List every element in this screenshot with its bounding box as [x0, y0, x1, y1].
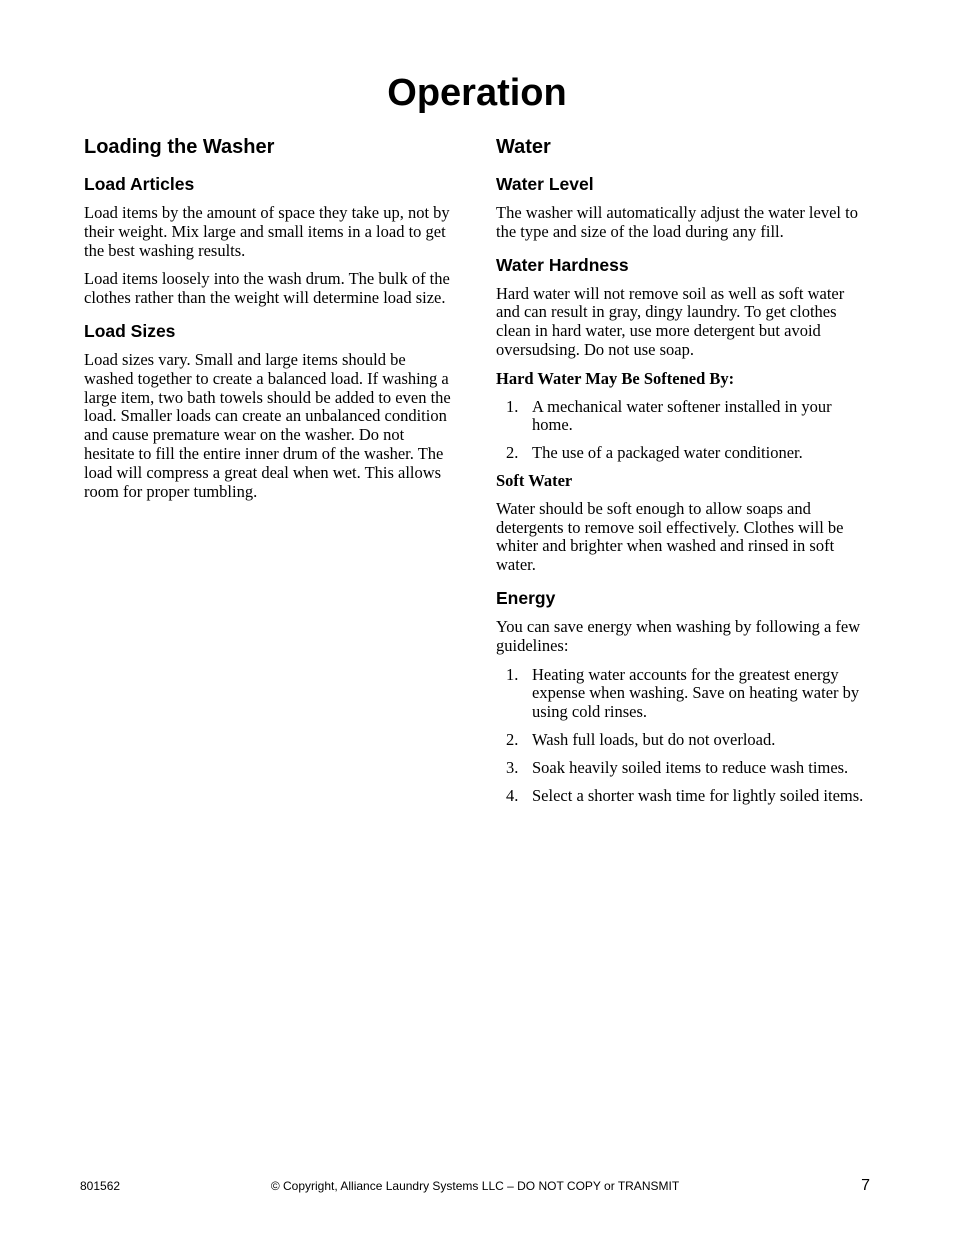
subheading-load-articles: Load Articles	[84, 174, 195, 194]
section-heading-loading: Loading the Washer	[84, 136, 275, 158]
list-text: Select a shorter wash time for lightly soiled items.	[532, 785, 864, 805]
run-in-heading-softened: Hard Water May Be Softened By:	[496, 368, 735, 388]
paragraph-load-sizes: Load sizes vary. Small and large items should be washed together to create a balanced load. If washing a large item, two bath towels should be added to even the load. Smaller loads can create an unbalanced condition and cause premature wear on the washer. Do not hesitate to fill the entire inner drum of the washer. The load will compress a great deal when wet. This allows room for proper tumbling.	[84, 349, 451, 501]
list-text: A mechanical water softener installed in your home.	[532, 396, 832, 435]
list-item	[496, 787, 872, 806]
list-energy	[496, 666, 872, 806]
list-number: 1.	[506, 396, 519, 416]
list-number: 2.	[506, 443, 519, 463]
list-softened	[496, 398, 872, 463]
list-item	[496, 666, 872, 722]
list-text: Soak heavily soiled items to reduce wash times.	[532, 757, 849, 777]
list-number: 3.	[506, 757, 519, 777]
right-column	[496, 134, 872, 814]
section-heading-water: Water	[496, 136, 551, 158]
page-title: Operation	[387, 72, 567, 114]
list-number: 4.	[506, 785, 519, 805]
list-number: 2.	[506, 729, 519, 749]
paragraph-energy: You can save energy when washing by following a few guidelines:	[496, 616, 861, 655]
paragraph-soft-water: Water should be soft enough to allow soaps and detergents to remove soil effectively. Clothes will be whiter and brighter when washed and rinsed in soft water.	[496, 498, 844, 575]
left-column	[84, 134, 458, 511]
page-footer	[80, 1177, 870, 1197]
document-number: 801562	[80, 1179, 121, 1193]
subheading-load-sizes: Load Sizes	[84, 320, 176, 341]
subheading-water-level: Water Level	[496, 174, 594, 194]
paragraph-water-level: The washer will automatically adjust the water level to the type and size of the load during any fill.	[496, 203, 858, 241]
list-text: Heating water accounts for the greatest energy expense when washing. Save on heating water by using cold rinses.	[532, 664, 860, 722]
subheading-water-hardness: Water Hardness	[496, 254, 629, 275]
list-number: 1.	[506, 664, 519, 684]
paragraph-water-hardness: Hard water will not remove soil as well as soft water and can result in gray, dingy laundry. To get clothes clean in hard water, use more detergent but avoid oversudsing. Do not use soap.	[496, 283, 845, 359]
paragraph-load-articles-2: Load items loosely into the wash drum. The bulk of the clothes rather than the weight will determine load size.	[84, 269, 450, 308]
list-text: Wash full loads, but do not overload.	[532, 729, 776, 749]
paragraph-load-articles-1: Load items by the amount of space they take up, not by their weight. Mix large and small items in a load to get the best washing results.	[84, 203, 450, 260]
list-item	[496, 731, 872, 750]
list-item	[496, 398, 872, 436]
list-text: The use of a packaged water conditioner.	[532, 443, 803, 463]
subheading-energy: Energy	[496, 587, 556, 608]
page-number: 7	[861, 1177, 870, 1194]
list-item	[496, 759, 872, 778]
list-item	[496, 444, 872, 463]
copyright-notice: © Copyright, Alliance Laundry Systems LLC – DO NOT COPY or TRANSMIT	[270, 1179, 680, 1193]
run-in-heading-soft-water: Soft Water	[496, 470, 573, 490]
